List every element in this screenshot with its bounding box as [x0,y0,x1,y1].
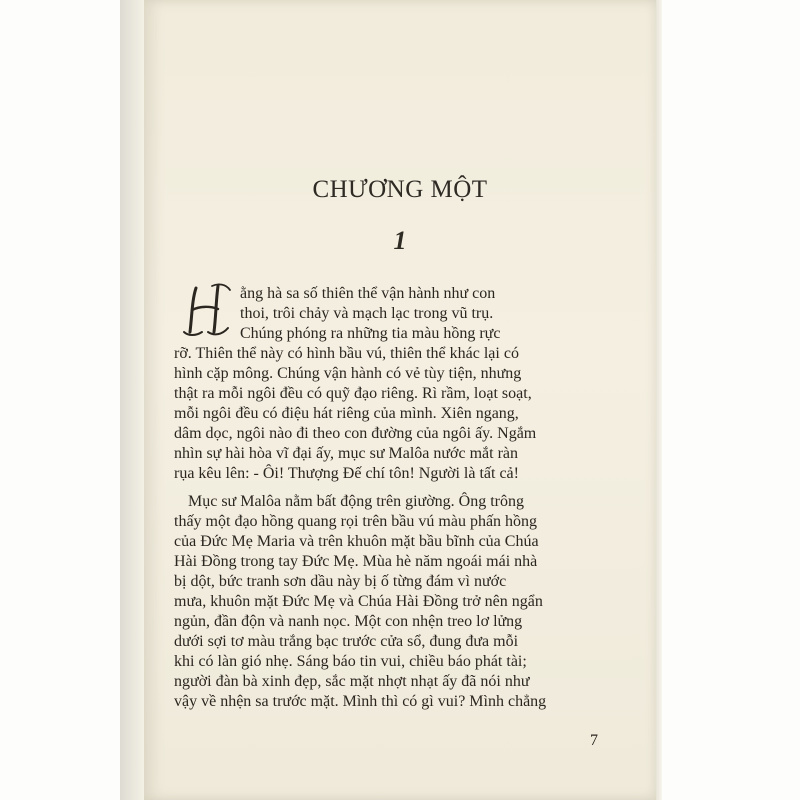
section-number: 1 [393,226,407,255]
book-page [144,0,656,800]
paragraph1-line: rỡ. Thiên thể này có hình bầu vú, thiên thể khác lại có [174,345,519,362]
paragraph1-line: nhìn sự hài hòa vĩ đại ấy, mục sư Malôa nước mắt ràn [174,445,519,462]
paragraph1-line: mỗi ngôi đều có điệu hát riêng của mình. Xiên ngang, [174,405,519,422]
paragraph2-line: bị dột, bức tranh sơn dầu này bị ố từng đám vì nước [174,573,507,590]
paragraph2-line: khi có làn gió nhẹ. Sáng báo tin vui, chiều báo phát tài; [174,653,527,670]
paragraph1-line: Chúng phóng ra những tia màu hồng rực [240,325,501,342]
paragraph2-line: Hài Đồng trong tay Đức Mẹ. Mùa hè năm ngoái mái nhà [174,553,538,570]
paragraph2-line: ngủn, đần độn và nanh nọc. Một con nhện treo lơ lửng [174,613,523,630]
paragraph2-line: người đàn bà xinh đẹp, sắc mặt nhợt nhạt ấy đã nói như [174,673,530,690]
paragraph1-line: ằng hà sa số thiên thể vận hành như con [240,285,496,302]
paragraph1-line: rụa kêu lên: - Ôi! Thượng Đế chí tôn! Người là tất cả! [174,465,519,482]
paragraph2-line: vậy về nhện sa trước mặt. Mình thì có gì vui? Mình chẳng [174,693,547,710]
paragraph2-line: Mục sư Malôa nằm bất động trên giường. Ông trông [188,493,524,510]
paragraph2-line: mưa, khuôn mặt Đức Mẹ và Chúa Hài Đồng trở nên ngẩn [174,593,543,610]
paragraph2-line: thấy một đạo hồng quang rọi trên bầu vú màu phấn hồng [174,513,538,530]
page-number: 7 [590,732,598,749]
paragraph2-line: dưới sợi tơ màu trắng bạc trước cửa sổ, đung đưa mỗi [174,633,519,650]
chapter-title: CHƯƠNG MỘT [312,176,488,203]
book-gutter-shadow [120,0,144,800]
page-edge [656,0,662,800]
paragraph1-line: dâm dọc, ngôi nào đi theo con đường của ngôi ấy. Ngắm [174,425,537,442]
paragraph1-line: thật ra mỗi ngôi đều có quỹ đạo riêng. Rì rầm, loạt soạt, [174,385,532,402]
drop-cap-letter [182,282,234,338]
paragraph1-line: thoi, trôi chảy và mạch lạc trong vũ trụ. [240,305,494,322]
paragraph2-line: của Đức Mẹ Maria và trên khuôn mặt bầu bĩnh của Chúa [174,533,539,550]
paragraph1-line: hình cặp mông. Chúng vận hành có vẻ tùy tiện, nhưng [174,365,522,382]
